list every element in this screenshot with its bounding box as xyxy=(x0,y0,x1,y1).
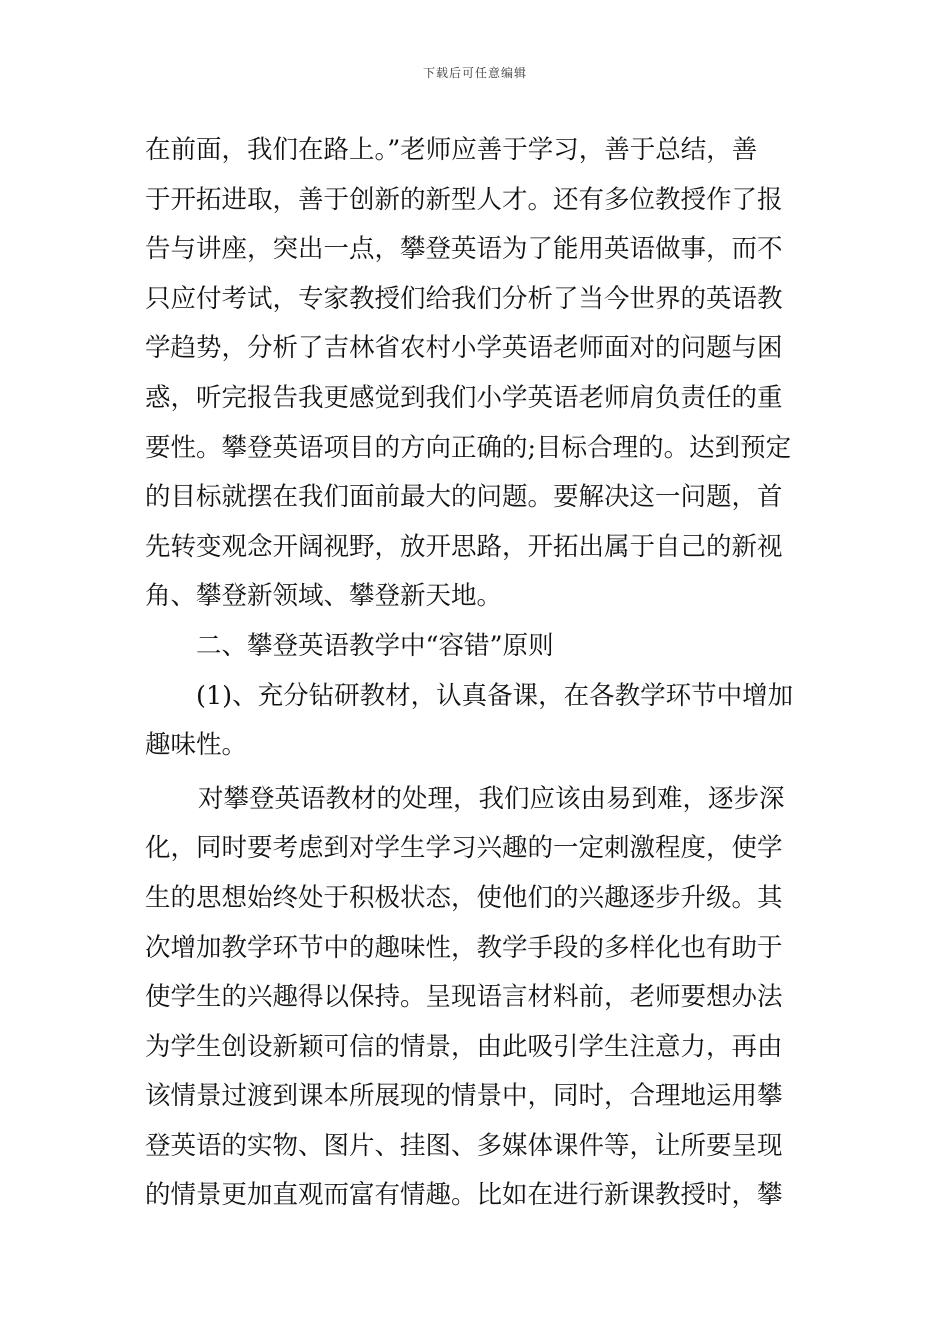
paragraph xyxy=(145,775,810,1221)
text-line: 告与讲座，突出一点，攀登英语为了能用英语做事，而不 xyxy=(145,234,783,265)
document-body xyxy=(145,126,810,1221)
heading-line: 二、攀登英语教学中“容错”原则 xyxy=(196,630,554,661)
text-line: 于开拓进取，善于创新的新型人才。还有多位教授作了报 xyxy=(145,184,783,215)
text-line: 登英语的实物、图片、挂图、多媒体课件等，让所要呈现 xyxy=(145,1130,783,1161)
text-line: 只应付考试，专家教授们给我们分析了当今世界的英语教 xyxy=(145,283,783,314)
text-line: 使学生的兴趣得以保持。呈现语言材料前，老师要想办法 xyxy=(145,982,783,1013)
section-heading xyxy=(145,622,810,672)
text-line: 在前面，我们在路上。”老师应善于学习，善于总结，善 xyxy=(145,135,758,165)
text-line: 惑，听完报告我更感觉到我们小学英语老师肩负责任的重 xyxy=(145,382,783,413)
text-line: 生的思想始终处于积极状态，使他们的兴趣逐步升级。其 xyxy=(145,882,783,913)
text-line: 角、攀登新领域、攀登新天地。 xyxy=(145,581,503,612)
text-line: 的情景更加直观而富有情趣。比如在进行新课教授时，攀 xyxy=(145,1180,783,1211)
text-line: 为学生创设新颖可信的情景，由此吸引学生注意力，再由 xyxy=(145,1031,783,1062)
text-line: 趣味性。 xyxy=(145,730,248,761)
text-line: 要性。攀登英语项目的方向正确的;目标合理的。达到预定 xyxy=(145,432,792,463)
text-line: 的目标就摆在我们面前最大的问题。要解决这一问题，首 xyxy=(145,482,783,513)
text-line: 化，同时要考虑到对学生学习兴趣的一定刺激程度，使学 xyxy=(145,833,783,864)
paragraph xyxy=(145,126,810,622)
text-line: 学趋势，分析了吉林省农村小学英语老师面对的问题与困 xyxy=(145,333,783,364)
page-header-note: 下载后可任意编辑 xyxy=(422,66,527,80)
text-line: 先转变观念开阔视野，放开思路，开拓出属于自己的新视 xyxy=(145,531,783,562)
text-line: 对攀登英语教材的处理，我们应该由易到难，逐步深 xyxy=(198,783,785,814)
text-line: (1)、充分钻研教材，认真备课，在各教学环节中增加 xyxy=(196,680,794,711)
text-line: 该情景过渡到课本所展现的情景中，同时，合理地运用攀 xyxy=(145,1081,783,1112)
paragraph xyxy=(145,672,810,771)
text-line: 次增加教学环节中的趣味性，教学手段的多样化也有助于 xyxy=(145,932,783,963)
